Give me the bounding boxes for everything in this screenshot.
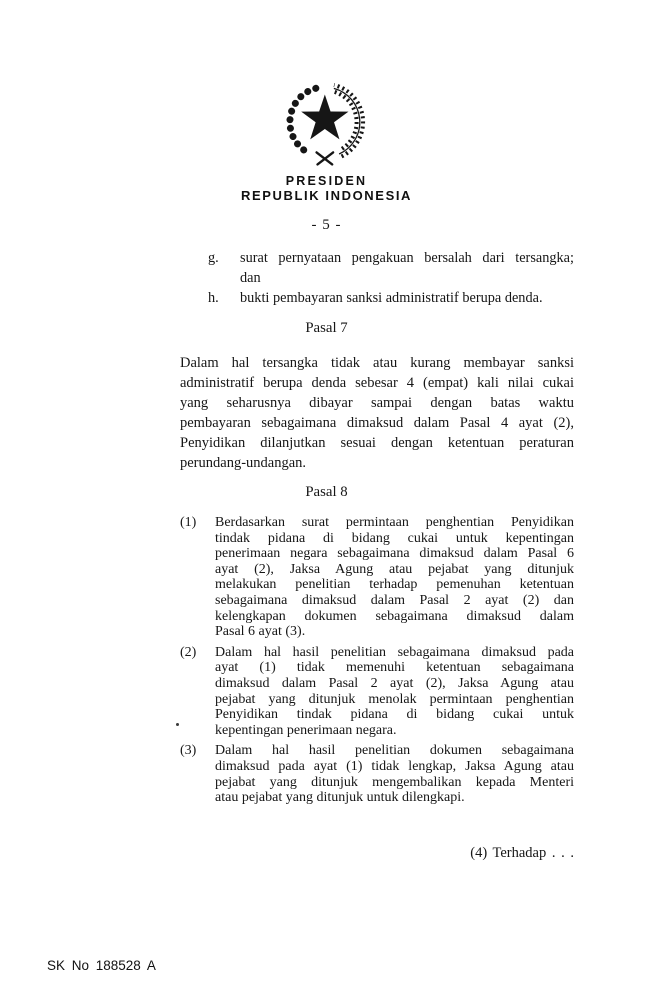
pasal8-item-3-line2: dimaksud pada ayat (1) tidak lengkap, Jaksa Agung atau	[215, 758, 574, 774]
pasal8-items	[180, 515, 574, 806]
list-item-g-line2: dan	[240, 270, 261, 286]
pasal8-item-1-line1: Berdasarkan surat permintaan penghentian Penyidikan	[215, 515, 574, 530]
pasal7-paragraph	[180, 353, 574, 473]
list-item-g-line1: surat pernyataan pengakuan bersalah dari tersangka;	[240, 250, 574, 266]
catchword: (4) Terhadap . . .	[470, 845, 574, 861]
pasal7-line4: pembayaran sebagaimana dimaksud dalam Pasal 4 ayat (2),	[180, 415, 574, 431]
list-item-h-line1: bukti pembayaran sanksi administratif berupa denda.	[240, 290, 543, 306]
pasal8-item-2	[180, 645, 574, 739]
list-item-h	[208, 288, 574, 308]
pasal8-item-3-line1: Dalam hal hasil penelitian dokumen sebagaimana	[215, 743, 574, 759]
pasal8-item-1-line4: ayat (2), Jaksa Agung atau pejabat yang ditunjuk	[215, 561, 574, 577]
letterhead	[0, 174, 653, 203]
pasal7-heading: Pasal 7	[305, 320, 348, 336]
pasal7-line3: yang seharusnya dibayar sampai dengan batas waktu	[180, 395, 574, 411]
pasal8-item-1-line8: Pasal 6 ayat (3).	[215, 624, 306, 640]
indonesia-presidential-seal-icon	[277, 75, 369, 171]
pasal8-item-1-line6: sebagaimana dimaksud dalam Pasal 2 ayat (2) dan	[215, 592, 574, 608]
pasal8-item-1-label: (1)	[180, 515, 197, 530]
footer-code: SK No 188528 A	[47, 958, 156, 973]
pasal8-item-1-line7: kelengkapan dokumen sebagaimana dimaksud dalam	[215, 608, 574, 624]
pasal7-line2: administratif berupa denda sebesar 4 (empat) kali nilai cukai	[180, 375, 574, 391]
pasal8-item-2-line5: Penyidikan tindak pidana di bidang cukai untuk	[215, 707, 574, 723]
letter-list	[208, 248, 574, 308]
pasal8-heading: Pasal 8	[305, 484, 348, 500]
list-item-g-label: g.	[208, 250, 219, 266]
pasal8-item-3-line3: pejabat yang ditunjuk mengembalikan kepada Menteri	[215, 774, 574, 790]
letterhead-line2: REPUBLIK INDONESIA	[240, 188, 413, 203]
pasal8-item-3-line4: atau pejabat yang ditunjuk untuk dilengkapi.	[215, 790, 465, 806]
pasal7-line1: Dalam hal tersangka tidak atau kurang membayar sanksi	[180, 355, 574, 371]
pasal8-item-1-line2: tindak pidana di bidang cukai untuk kepentingan	[215, 530, 574, 546]
scan-artifact-dot	[176, 723, 179, 726]
letterhead-line1: PRESIDEN	[285, 174, 368, 188]
list-item-h-label: h.	[208, 290, 219, 306]
pasal8-item-1	[180, 515, 574, 640]
pasal8-item-3	[180, 743, 574, 805]
pasal7-line5: Penyidikan dilanjutkan sesuai dengan ketentuan peraturan	[180, 435, 574, 451]
pasal8-item-2-label: (2)	[180, 644, 197, 660]
pasal8-item-2-line4: pejabat yang ditunjuk menolak permintaan penghentian	[215, 691, 574, 707]
pasal8-item-1-line5: melakukan penelitian terhadap pemenuhan ketentuan	[215, 577, 574, 593]
pasal8-item-2-line3: dimaksud dalam Pasal 2 ayat (2), Jaksa Agung atau	[215, 675, 574, 691]
pasal7-line6: perundang-undangan.	[180, 455, 307, 471]
pasal8-item-2-line2: ayat (1) tidak memenuhi ketentuan sebagaimana	[215, 660, 574, 676]
pasal8-item-1-line3: penerimaan negara sebagaimana dimaksud dalam Pasal 6	[215, 546, 574, 562]
page-number: - 5 -	[311, 217, 342, 233]
pasal8-item-2-line6: kepentingan penerimaan negara.	[215, 722, 397, 738]
pasal8-item-2-line1: Dalam hal hasil penelitian sebagaimana dimaksud pada	[215, 644, 574, 660]
pasal8-item-3-label: (3)	[180, 743, 197, 759]
list-item-g	[208, 248, 574, 288]
